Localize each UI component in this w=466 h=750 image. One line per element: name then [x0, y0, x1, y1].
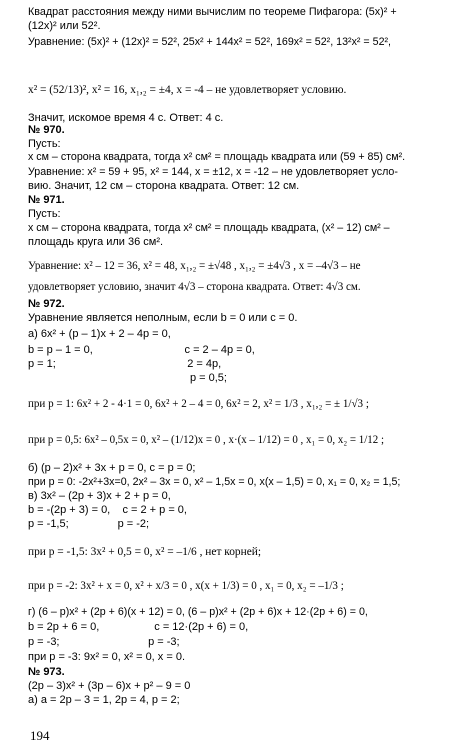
text-line: x см – сторона квадрата, тогда x² см² = площадь квадрата, (x² – 12) см² –: [28, 222, 390, 234]
text-line: Уравнение: x² = 59 + 95, x² = 144, x = ±12, x = -12 – не удовлетворяет усло-: [28, 166, 398, 178]
formula-line: при p = -2: 3x² + x = 0, x² + x/3 = 0 , x(x + 1/3) = 0 , x₁ = 0, x₂ = –1/3 ;: [28, 580, 344, 592]
text-line: p = -1,5; p = -2;: [28, 518, 150, 530]
problem-number: № 972.: [28, 298, 65, 310]
text-line: p = -3; p = -3;: [28, 636, 180, 648]
text-line: площадь круга или 36 см².: [28, 236, 164, 248]
text-line: а) a = 2p – 3 = 1, 2p = 4, p = 2;: [28, 694, 180, 706]
text-line: Квадрат расстояния между ними вычислим по теореме Пифагора: (5x)² +: [28, 6, 397, 18]
formula-line: при p = -1,5: 3x² + 0,5 = 0, x² = –1/6 , нет корней;: [28, 546, 262, 558]
text-line: b = -(2p + 3) = 0, c = 2 + p = 0,: [28, 504, 187, 516]
problem-number: № 970.: [28, 124, 65, 136]
text-line: p = 0,5;: [28, 372, 227, 384]
problem-number: № 971.: [28, 194, 65, 206]
text-line: (12x)² или 52².: [28, 20, 101, 32]
text-line: а) 6x² + (p – 1)x + 2 – 4p = 0,: [28, 328, 171, 340]
formula-line: при p = 1: 6x² + 2 - 4·1 = 0, 6x² + 2 – 4 = 0, 6x² = 2, x² = 1/3 , x₁,₂ = ± 1/√3 ;: [28, 398, 369, 410]
text-line: вию. Значит, 12 см – сторона квадрата. Ответ: 12 см.: [28, 180, 300, 192]
formula-line: удовлетворяет условию, значит 4√3 – сторона квадрата. Ответ: 4√3 см.: [28, 281, 361, 293]
text-line: b = p – 1 = 0, c = 2 – 4p = 0,: [28, 344, 255, 356]
text-line: Пусть:: [28, 138, 61, 150]
text-line: Уравнение является неполным, если b = 0 или c = 0.: [28, 312, 298, 324]
text-line: p = 1; 2 = 4p,: [28, 358, 222, 370]
text-line: при p = -3: 9x² = 0, x² = 0, x = 0.: [28, 651, 186, 663]
formula-line: Уравнение: x² – 12 = 36, x² = 48, x₁,₂ = ±√48 , x₁,₂ = ±4√3 , x = –4√3 – не: [28, 260, 361, 272]
formula-line: при p = 0,5: 6x² – 0,5x = 0, x² – (1/12)x = 0 , x·(x – 1/12) = 0 , x₁ = 0, x₂ = 1/12 ;: [28, 434, 384, 446]
text-line: Пусть:: [28, 208, 61, 220]
text-line: б) (p – 2)x² + 3x + p = 0, c = p = 0;: [28, 462, 196, 474]
text-line: b = 2p + 6 = 0, c = 12·(2p + 6) = 0,: [28, 621, 249, 633]
text-line: Уравнение: (5x)² + (12x)² = 52², 25x² + 144x² = 52², 169x² = 52², 13²x² = 52²,: [28, 36, 392, 48]
text-line: г) (6 – p)x² + (2p + 6)(x + 12) = 0, (6 – p)x² + (2p + 6)x + 12·(2p + 6) = 0,: [28, 606, 368, 618]
page-number: 194: [30, 728, 50, 743]
text-line: Значит, искомое время 4 с. Ответ: 4 с.: [28, 112, 224, 124]
problem-number: № 973.: [28, 666, 65, 678]
text-line: в) 3x² – (2p + 3)x + 2 + p = 0,: [28, 490, 171, 502]
text-line: (2p – 3)x² + (3p – 6)x + p² – 9 = 0: [28, 680, 191, 692]
text-line: x см – сторона квадрата, тогда x² см² = площадь квадрата или (59 + 85) см².: [28, 151, 406, 163]
text-line: при p = 0: -2x²+3x=0, 2x² – 3x = 0, x² – 1,5x = 0, x(x – 1,5) = 0, x₁ = 0, x₂ = 1,5;: [28, 476, 401, 488]
formula-line: x² = (52/13)², x² = 16, x₁,₂ = ±4, x = -4 – не удовлетворяет условию.: [28, 84, 347, 96]
